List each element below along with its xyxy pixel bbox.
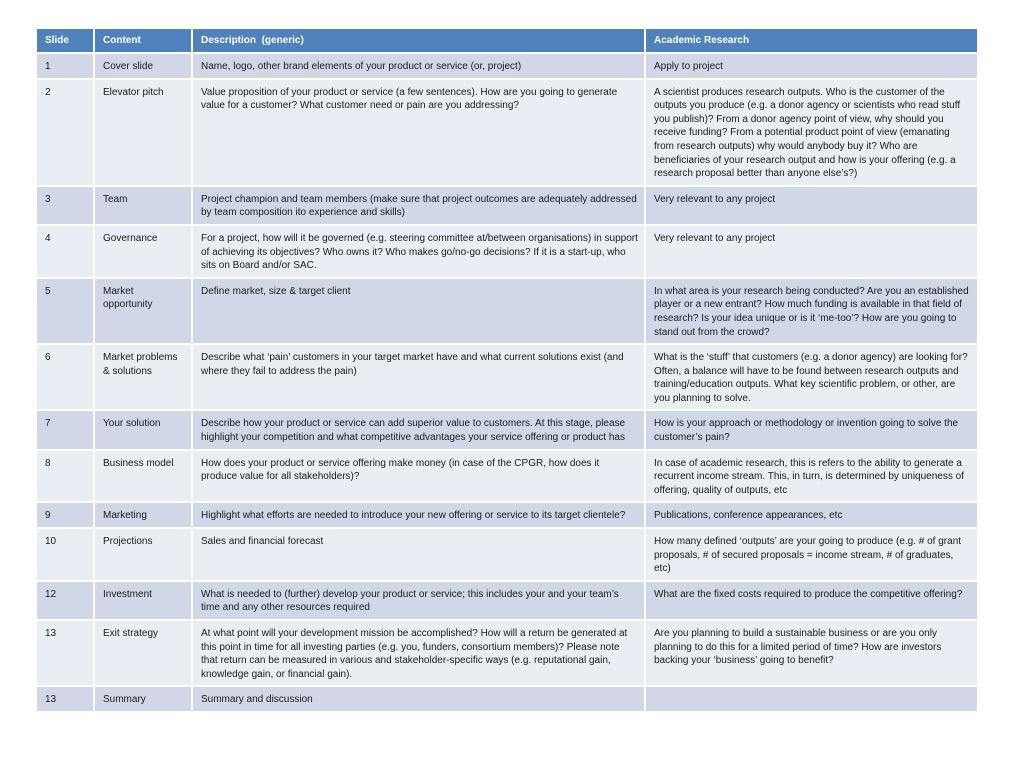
table-row: [37, 226, 977, 277]
header-slide: Slide: [37, 29, 93, 52]
cell-description: Name, logo, other brand elements of your product or service (or, project): [193, 54, 644, 78]
cell-slide: 9: [37, 503, 93, 527]
cell-content: Exit strategy: [95, 621, 191, 685]
cell-content: Cover slide: [95, 54, 191, 78]
table-header-row: [37, 29, 977, 52]
pitch-deck-table: [35, 27, 979, 713]
cell-academic: Very relevant to any project: [646, 226, 977, 277]
cell-content: Projections: [95, 529, 191, 580]
cell-slide: 2: [37, 80, 93, 185]
cell-academic: How many defined ‘outputs’ are your going to produce (e.g. # of grant proposals, # of secured proposals = income stream, # of graduates, etc): [646, 529, 977, 580]
table-row: [37, 582, 977, 619]
cell-slide: 6: [37, 345, 93, 409]
cell-academic: How is your approach or methodology or invention going to solve the customer’s pain?: [646, 411, 977, 448]
cell-academic: [646, 687, 977, 711]
cell-content: Governance: [95, 226, 191, 277]
table-row: [37, 687, 977, 711]
cell-description: Sales and financial forecast: [193, 529, 644, 580]
cell-academic: Publications, conference appearances, etc: [646, 503, 977, 527]
cell-slide: 10: [37, 529, 93, 580]
cell-description: Describe what ‘pain’ customers in your target market have and what current solutions exist (and where they fail to address the pain): [193, 345, 644, 409]
cell-content: Market opportunity: [95, 279, 191, 343]
cell-description: Project champion and team members (make sure that project outcomes are adequately addressed by team composition ito experience and skills): [193, 187, 644, 224]
cell-description: For a project, how will it be governed (e.g. steering committee at/between organisations) in support of achieving its objectives? Who owns it? Who makes go/no-go decisions? If it is a start-up, who sits on Board and/or SAC.: [193, 226, 644, 277]
table-row: [37, 54, 977, 78]
table-row: [37, 279, 977, 343]
cell-academic: What are the fixed costs required to produce the competitive offering?: [646, 582, 977, 619]
cell-content: Investment: [95, 582, 191, 619]
cell-content: Team: [95, 187, 191, 224]
cell-content: Elevator pitch: [95, 80, 191, 185]
cell-description: At what point will your development mission be accomplished? How will a return be generated at this point in time for all investing parties (e.g. you, funders, consortium members)? Please note that return can be measured in various and stakeholder-specific ways (e.g. reputational gain, knowledge gain, or financial gain).: [193, 621, 644, 685]
cell-slide: 1: [37, 54, 93, 78]
cell-description: How does your product or service offering make money (in case of the CPGR, how does it produce value for all stakeholders)?: [193, 451, 644, 502]
table-row: [37, 411, 977, 448]
table-row: [37, 80, 977, 185]
cell-content: Summary: [95, 687, 191, 711]
cell-academic: In case of academic research, this is refers to the ability to generate a recurrent income stream. This, in turn, is determined by uniqueness of offering, quality of outputs, etc: [646, 451, 977, 502]
table-row: [37, 451, 977, 502]
cell-slide: 3: [37, 187, 93, 224]
cell-description: Value proposition of your product or service (a few sentences). How are you going to generate value for a customer? What customer need or pain are you addressing?: [193, 80, 644, 185]
cell-slide: 12: [37, 582, 93, 619]
cell-description: What is needed to (further) develop your product or service; this includes your and your team’s time and any other resources required: [193, 582, 644, 619]
cell-slide: 7: [37, 411, 93, 448]
cell-slide: 13: [37, 621, 93, 685]
table-row: [37, 345, 977, 409]
pitch-deck-table-container: [37, 29, 971, 713]
cell-slide: 4: [37, 226, 93, 277]
cell-academic: Are you planning to build a sustainable business or are you only planning to do this for a limited period of time? How are investors backing your ‘business’ going to benefit?: [646, 621, 977, 685]
cell-content: Business model: [95, 451, 191, 502]
table-row: [37, 503, 977, 527]
table-row: [37, 621, 977, 685]
cell-content: Marketing: [95, 503, 191, 527]
cell-academic: Apply to project: [646, 54, 977, 78]
cell-content: Market problems & solutions: [95, 345, 191, 409]
cell-academic: In what area is your research being conducted? Are you an established player or a new entrant? How much funding is available in that field of research? Is your idea unique or is it ‘me-too’? How are you going to stand out from the crowd?: [646, 279, 977, 343]
cell-slide: 13: [37, 687, 93, 711]
header-academic-research: Academic Research: [646, 29, 977, 52]
header-content: Content: [95, 29, 191, 52]
table-row: [37, 187, 977, 224]
header-description: Description (generic): [193, 29, 644, 52]
cell-description: Define market, size & target client: [193, 279, 644, 343]
cell-content: Your solution: [95, 411, 191, 448]
cell-description: Highlight what efforts are needed to introduce your new offering or service to its target clientele?: [193, 503, 644, 527]
cell-slide: 8: [37, 451, 93, 502]
cell-academic: Very relevant to any project: [646, 187, 977, 224]
cell-description: Describe how your product or service can add superior value to customers. At this stage, please highlight your competition and what competitive advantages your service offering or product has: [193, 411, 644, 448]
cell-academic: A scientist produces research outputs. Who is the customer of the outputs you produce (e.g. a donor agency or scientists who read stuff you publish)? From a donor agency point of view, why should you receive funding? From a potential product point of view (emanating from research outputs) why would anybody buy it? Who are beneficiaries of your research output and how is your offering (e.g. a research proposal better than anyone else’s?): [646, 80, 977, 185]
cell-slide: 5: [37, 279, 93, 343]
cell-academic: What is the ‘stuff’ that customers (e.g. a donor agency) are looking for? Often, a balance will have to be found between research outputs and training/education outputs. What key scientific problem, or other, are you planning to solve.: [646, 345, 977, 409]
table-row: [37, 529, 977, 580]
cell-description: Summary and discussion: [193, 687, 644, 711]
